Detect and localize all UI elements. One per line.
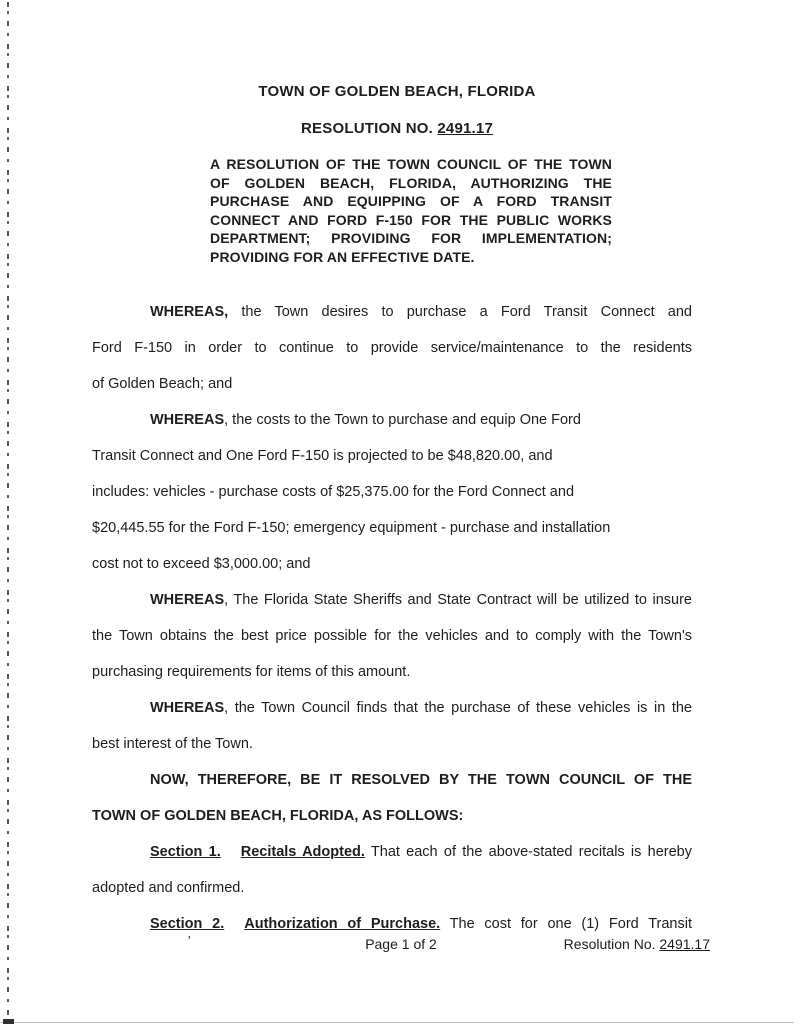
recital-line (92, 690, 692, 726)
resolution-number: 2491.17 (437, 120, 493, 137)
body-line (92, 330, 692, 366)
line-text: the Town obtains the best price possible for the vehicles and to comply with the Town's (92, 628, 692, 644)
line-text: , The Florida State Sheriffs and State Contract will be utilized to insure (224, 592, 692, 608)
recital-line (92, 582, 692, 618)
line-text: of Golden Beach; and (92, 376, 233, 392)
line-text: Transit Connect and One Ford F-150 is projected to be $48,820.00, and (92, 448, 553, 464)
line-text: $20,445.55 for the Ford F-150; emergency equipment - purchase and installation (92, 520, 611, 536)
body-line (92, 618, 692, 654)
line-text: TOWN OF GOLDEN BEACH, FLORIDA, AS FOLLOWS: (92, 808, 464, 824)
document-title: TOWN OF GOLDEN BEACH, FLORIDA (258, 83, 536, 100)
page-footer (92, 933, 710, 958)
page-number-label: Page 1 of 2 (365, 936, 437, 952)
resolution-number-heading (0, 120, 794, 137)
body-line (92, 870, 692, 906)
recital-line (92, 294, 692, 330)
line-text: best interest of the Town. (92, 736, 253, 752)
section-label: Section 2. (150, 916, 225, 932)
line-text: adopted and confirmed. (92, 880, 245, 896)
line-text: , the costs to the Town to purchase and equip One Ford (224, 412, 581, 428)
body-line (92, 474, 692, 510)
line-text: includes: vehicles - purchase costs of $25,375.00 for the Ford Connect and (92, 484, 575, 500)
scan-corner-mark (3, 1019, 14, 1024)
section-line (92, 834, 692, 870)
body-line (92, 546, 692, 582)
line-text: purchasing requirements for items of this amount. (92, 664, 411, 680)
whereas-keyword: WHEREAS (150, 412, 225, 428)
line-text: , the Town Council finds that the purchase of these vehicles is in the (224, 700, 692, 716)
scan-edge-artifacts (7, 2, 9, 1016)
footer-resolution-reference (564, 936, 710, 952)
body-line (92, 726, 692, 762)
whereas-keyword: WHEREAS, (150, 304, 229, 320)
resolution-number-prefix: RESOLUTION NO. (301, 120, 438, 137)
resolution-caption: A RESOLUTION OF THE TOWN COUNCIL OF THE TOWN OF GOLDEN BEACH, FLORIDA, AUTHORIZING THE PURCHASE AND EQUIPPING OF A FORD TRANSIT CONNECT AND FORD F-150 FOR THE PUBLIC WORKS DEPARTMENT; PROVIDING FOR IMPLEMENTATION; PROVIDING FOR AN EFFECTIVE DATE. (210, 156, 612, 265)
footer-resolution-number: 2491.17 (659, 936, 710, 952)
section-label: Section 1. (150, 844, 221, 860)
document-body (92, 294, 692, 942)
line-text: Ford F-150 in order to continue to provide service/maintenance to the residents (92, 340, 692, 356)
line-text: The cost for one (1) Ford Transit (440, 916, 692, 932)
body-line (92, 366, 692, 402)
stray-pen-mark: ' (188, 933, 191, 948)
body-line (92, 798, 692, 834)
section-heading: Recitals Adopted. (240, 844, 365, 860)
scan-bottom-edge-line (0, 1022, 794, 1023)
body-line (92, 762, 692, 798)
whereas-keyword: WHEREAS (150, 700, 225, 716)
footer-resolution-prefix: Resolution No. (563, 936, 660, 952)
body-line (92, 438, 692, 474)
line-text: cost not to exceed $3,000.00; and (92, 556, 311, 572)
body-line (92, 510, 692, 546)
body-line (92, 654, 692, 690)
line-text: the Town desires to purchase a Ford Transit Connect and (228, 304, 692, 320)
line-text: That each of the above-stated recitals is hereby (364, 844, 692, 860)
line-text: NOW, THEREFORE, BE IT RESOLVED BY THE TOWN COUNCIL OF THE (150, 772, 692, 788)
whereas-keyword: WHEREAS (150, 592, 225, 608)
recital-line (92, 402, 692, 438)
section-heading: Authorization of Purchase. (244, 916, 441, 932)
